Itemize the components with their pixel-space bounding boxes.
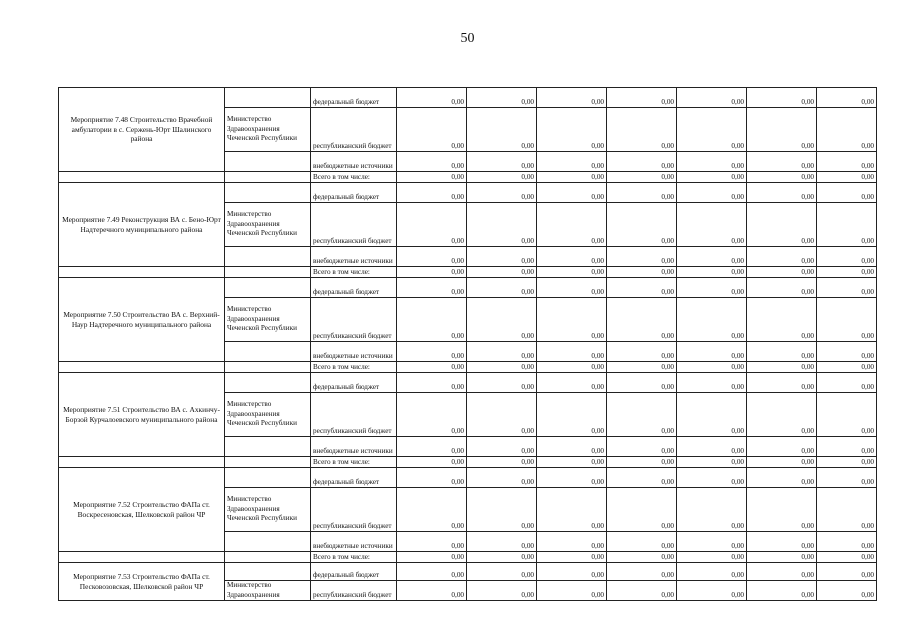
ministry-blank: [225, 247, 311, 267]
value-cell: 0,00: [677, 172, 747, 183]
value-cell: 0,00: [537, 362, 607, 373]
event-title: Мероприятие 7.53 Строительство ФАПа ст. Песковозовская, Шелковской район ЧР: [59, 563, 225, 601]
ministry-blank: [225, 552, 311, 563]
value-cell: 0,00: [817, 552, 877, 563]
value-cell: 0,00: [747, 203, 817, 247]
event-title: Мероприятие 7.51 Строительство ВА с. Ахкинчу-Борзой Курчалоевского муниципального района: [59, 373, 225, 457]
value-cell: 0,00: [607, 342, 677, 362]
event-title: Мероприятие 7.48 Строительство Врачебной амбулатории в с. Сержень-Юрт Шалинского района: [59, 88, 225, 172]
value-cell: 0,00: [537, 563, 607, 581]
value-cell: 0,00: [537, 152, 607, 172]
value-cell: 0,00: [747, 393, 817, 437]
value-cell: 0,00: [817, 468, 877, 488]
value-cell: 0,00: [467, 468, 537, 488]
source-label: федеральный бюджет: [311, 468, 397, 488]
value-cell: 0,00: [747, 437, 817, 457]
source-label: внебюджетные источники: [311, 532, 397, 552]
value-cell: 0,00: [747, 247, 817, 267]
value-cell: 0,00: [817, 362, 877, 373]
event-title-top: [59, 362, 225, 373]
value-cell: 0,00: [747, 373, 817, 393]
value-cell: 0,00: [467, 362, 537, 373]
event-title: Мероприятие 7.49 Реконструкция ВА с. Бено-Юрт Надтеречного муниципального района: [59, 183, 225, 267]
value-cell: 0,00: [817, 172, 877, 183]
value-cell: 0,00: [607, 563, 677, 581]
ministry-blank: [225, 152, 311, 172]
value-cell: 0,00: [677, 203, 747, 247]
value-cell: 0,00: [817, 108, 877, 152]
value-cell: 0,00: [397, 267, 467, 278]
value-cell: 0,00: [397, 373, 467, 393]
table-row: [59, 278, 877, 298]
value-cell: 0,00: [817, 457, 877, 468]
ministry-name: Министерство Здравоохранения Чеченской Республики: [225, 108, 311, 152]
value-cell: 0,00: [677, 152, 747, 172]
value-cell: 0,00: [747, 88, 817, 108]
value-cell: 0,00: [677, 581, 747, 601]
value-cell: 0,00: [747, 298, 817, 342]
value-cell: 0,00: [397, 393, 467, 437]
source-label: республиканский бюджет: [311, 298, 397, 342]
total-label: Всего в том числе:: [311, 172, 397, 183]
table-row: [59, 563, 877, 581]
value-cell: 0,00: [537, 278, 607, 298]
value-cell: 0,00: [467, 373, 537, 393]
value-cell: 0,00: [467, 203, 537, 247]
source-label: республиканский бюджет: [311, 108, 397, 152]
source-label: внебюджетные источники: [311, 437, 397, 457]
value-cell: 0,00: [607, 267, 677, 278]
ministry-blank: [225, 563, 311, 581]
value-cell: 0,00: [677, 373, 747, 393]
value-cell: 0,00: [537, 247, 607, 267]
value-cell: 0,00: [747, 362, 817, 373]
source-label: республиканский бюджет: [311, 581, 397, 601]
value-cell: 0,00: [607, 362, 677, 373]
value-cell: 0,00: [607, 108, 677, 152]
source-label: республиканский бюджет: [311, 488, 397, 532]
value-cell: 0,00: [677, 108, 747, 152]
value-cell: 0,00: [747, 183, 817, 203]
value-cell: 0,00: [677, 342, 747, 362]
value-cell: 0,00: [817, 152, 877, 172]
value-cell: 0,00: [747, 278, 817, 298]
table-row: [59, 183, 877, 203]
value-cell: 0,00: [747, 457, 817, 468]
value-cell: 0,00: [607, 183, 677, 203]
value-cell: 0,00: [607, 532, 677, 552]
value-cell: 0,00: [537, 342, 607, 362]
table-row: [59, 172, 877, 183]
value-cell: 0,00: [537, 552, 607, 563]
ministry-name: Министерство Здравоохранения Чеченской Республики: [225, 393, 311, 437]
value-cell: 0,00: [677, 457, 747, 468]
value-cell: 0,00: [607, 468, 677, 488]
value-cell: 0,00: [537, 267, 607, 278]
ministry-blank: [225, 172, 311, 183]
value-cell: 0,00: [537, 581, 607, 601]
value-cell: 0,00: [607, 152, 677, 172]
value-cell: 0,00: [397, 247, 467, 267]
value-cell: 0,00: [467, 298, 537, 342]
value-cell: 0,00: [607, 247, 677, 267]
total-label: Всего в том числе:: [311, 552, 397, 563]
value-cell: 0,00: [537, 298, 607, 342]
value-cell: 0,00: [467, 488, 537, 532]
value-cell: 0,00: [397, 488, 467, 532]
value-cell: 0,00: [467, 532, 537, 552]
source-label: внебюджетные источники: [311, 342, 397, 362]
ministry-blank: [225, 342, 311, 362]
ministry-name: Министерство Здравоохранения Чеченской Республики: [225, 488, 311, 532]
value-cell: 0,00: [747, 552, 817, 563]
value-cell: 0,00: [537, 488, 607, 532]
table-row: [59, 267, 877, 278]
value-cell: 0,00: [817, 437, 877, 457]
source-label: федеральный бюджет: [311, 563, 397, 581]
event-title-top: [59, 172, 225, 183]
source-label: республиканский бюджет: [311, 393, 397, 437]
value-cell: 0,00: [467, 393, 537, 437]
ministry-blank: [225, 468, 311, 488]
value-cell: 0,00: [537, 468, 607, 488]
value-cell: 0,00: [397, 172, 467, 183]
ministry-name: Министерство Здравоохранения Чеченской Республики: [225, 298, 311, 342]
ministry-blank: [225, 373, 311, 393]
value-cell: 0,00: [607, 437, 677, 457]
value-cell: 0,00: [607, 457, 677, 468]
table-row: [59, 362, 877, 373]
value-cell: 0,00: [817, 373, 877, 393]
source-label: внебюджетные источники: [311, 152, 397, 172]
value-cell: 0,00: [747, 581, 817, 601]
event-title-top: [59, 267, 225, 278]
table-row: [59, 373, 877, 393]
ministry-name: Министерство Здравоохранения: [225, 581, 311, 601]
value-cell: 0,00: [817, 278, 877, 298]
value-cell: 0,00: [607, 488, 677, 532]
ministry-blank: [225, 457, 311, 468]
value-cell: 0,00: [817, 488, 877, 532]
value-cell: 0,00: [817, 203, 877, 247]
source-label: республиканский бюджет: [311, 203, 397, 247]
value-cell: 0,00: [677, 488, 747, 532]
value-cell: 0,00: [607, 552, 677, 563]
value-cell: 0,00: [607, 393, 677, 437]
ministry-blank: [225, 267, 311, 278]
event-title-top: [59, 457, 225, 468]
table-row: [59, 552, 877, 563]
table-row: [59, 457, 877, 468]
value-cell: 0,00: [397, 581, 467, 601]
value-cell: 0,00: [537, 437, 607, 457]
value-cell: 0,00: [537, 532, 607, 552]
page-number: 50: [460, 31, 475, 46]
ministry-blank: [225, 362, 311, 373]
value-cell: 0,00: [747, 532, 817, 552]
source-label: федеральный бюджет: [311, 183, 397, 203]
value-cell: 0,00: [467, 278, 537, 298]
value-cell: 0,00: [747, 342, 817, 362]
value-cell: 0,00: [397, 468, 467, 488]
value-cell: 0,00: [817, 88, 877, 108]
value-cell: 0,00: [677, 183, 747, 203]
source-label: федеральный бюджет: [311, 278, 397, 298]
value-cell: 0,00: [397, 203, 467, 247]
value-cell: 0,00: [817, 342, 877, 362]
value-cell: 0,00: [537, 393, 607, 437]
value-cell: 0,00: [677, 437, 747, 457]
value-cell: 0,00: [467, 152, 537, 172]
value-cell: 0,00: [467, 342, 537, 362]
value-cell: 0,00: [747, 468, 817, 488]
value-cell: 0,00: [397, 152, 467, 172]
table-row: [59, 468, 877, 488]
table-row: [59, 88, 877, 108]
value-cell: 0,00: [747, 488, 817, 532]
value-cell: 0,00: [397, 552, 467, 563]
value-cell: 0,00: [747, 108, 817, 152]
value-cell: 0,00: [817, 581, 877, 601]
value-cell: 0,00: [607, 88, 677, 108]
value-cell: 0,00: [537, 88, 607, 108]
value-cell: 0,00: [397, 342, 467, 362]
value-cell: 0,00: [677, 278, 747, 298]
value-cell: 0,00: [467, 581, 537, 601]
value-cell: 0,00: [537, 457, 607, 468]
event-title: Мероприятие 7.52 Строительство ФАПа ст. Воскресеновская, Шелковской район ЧР: [59, 468, 225, 552]
total-label: Всего в том числе:: [311, 457, 397, 468]
value-cell: 0,00: [537, 183, 607, 203]
value-cell: 0,00: [817, 532, 877, 552]
value-cell: 0,00: [747, 563, 817, 581]
value-cell: 0,00: [467, 457, 537, 468]
value-cell: 0,00: [467, 172, 537, 183]
total-label: Всего в том числе:: [311, 267, 397, 278]
value-cell: 0,00: [677, 362, 747, 373]
value-cell: 0,00: [397, 457, 467, 468]
value-cell: 0,00: [817, 183, 877, 203]
value-cell: 0,00: [817, 298, 877, 342]
ministry-blank: [225, 88, 311, 108]
value-cell: 0,00: [397, 278, 467, 298]
value-cell: 0,00: [467, 247, 537, 267]
value-cell: 0,00: [397, 563, 467, 581]
total-label: Всего в том числе:: [311, 362, 397, 373]
value-cell: 0,00: [817, 267, 877, 278]
value-cell: 0,00: [677, 88, 747, 108]
value-cell: 0,00: [397, 88, 467, 108]
value-cell: 0,00: [607, 581, 677, 601]
value-cell: 0,00: [537, 203, 607, 247]
value-cell: 0,00: [607, 298, 677, 342]
value-cell: 0,00: [817, 393, 877, 437]
value-cell: 0,00: [467, 88, 537, 108]
value-cell: 0,00: [537, 373, 607, 393]
value-cell: 0,00: [677, 298, 747, 342]
value-cell: 0,00: [677, 552, 747, 563]
ministry-blank: [225, 437, 311, 457]
event-title-top: [59, 552, 225, 563]
value-cell: 0,00: [397, 532, 467, 552]
value-cell: 0,00: [397, 108, 467, 152]
value-cell: 0,00: [397, 183, 467, 203]
value-cell: 0,00: [677, 393, 747, 437]
value-cell: 0,00: [467, 183, 537, 203]
value-cell: 0,00: [467, 437, 537, 457]
value-cell: 0,00: [677, 247, 747, 267]
value-cell: 0,00: [607, 278, 677, 298]
value-cell: 0,00: [537, 172, 607, 183]
value-cell: 0,00: [747, 152, 817, 172]
value-cell: 0,00: [537, 108, 607, 152]
value-cell: 0,00: [607, 172, 677, 183]
value-cell: 0,00: [677, 468, 747, 488]
ministry-blank: [225, 183, 311, 203]
source-label: внебюджетные источники: [311, 247, 397, 267]
value-cell: 0,00: [467, 552, 537, 563]
value-cell: 0,00: [747, 172, 817, 183]
ministry-blank: [225, 278, 311, 298]
value-cell: 0,00: [397, 362, 467, 373]
value-cell: 0,00: [467, 563, 537, 581]
value-cell: 0,00: [677, 563, 747, 581]
ministry-name: Министерство Здравоохранения Чеченской Республики: [225, 203, 311, 247]
value-cell: 0,00: [607, 373, 677, 393]
value-cell: 0,00: [397, 298, 467, 342]
value-cell: 0,00: [677, 267, 747, 278]
source-label: федеральный бюджет: [311, 88, 397, 108]
value-cell: 0,00: [817, 563, 877, 581]
value-cell: 0,00: [747, 267, 817, 278]
event-title: Мероприятие 7.50 Строительство ВА с. Верхний-Наур Надтеречного муниципального района: [59, 278, 225, 362]
value-cell: 0,00: [817, 247, 877, 267]
value-cell: 0,00: [467, 108, 537, 152]
ministry-blank: [225, 532, 311, 552]
value-cell: 0,00: [397, 437, 467, 457]
source-label: федеральный бюджет: [311, 373, 397, 393]
value-cell: 0,00: [467, 267, 537, 278]
value-cell: 0,00: [677, 532, 747, 552]
value-cell: 0,00: [607, 203, 677, 247]
budget-table: [58, 87, 877, 601]
